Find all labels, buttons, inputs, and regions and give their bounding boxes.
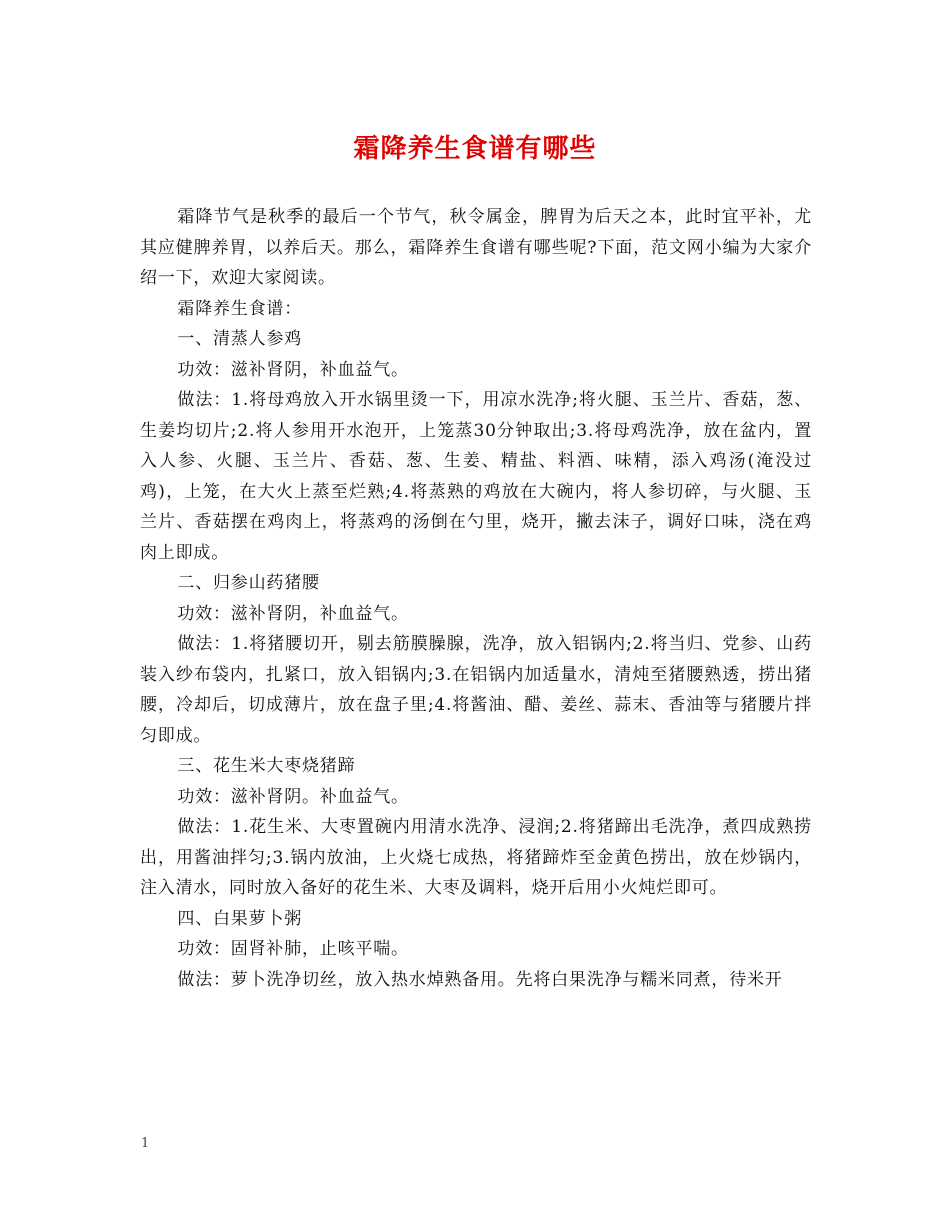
recipe-4-method: 做法：萝卜洗净切丝，放入热水焯熟备用。先将白果洗净与糯米同煮，待米开 (177, 969, 783, 990)
recipe-4-effect: 功效：固肾补肺，止咳平喘。 (177, 939, 409, 959)
recipe-4-title: 四、白果萝卜粥 (177, 908, 302, 929)
recipe-1-method: 做法：1.将母鸡放入开水锅里烫一下，用凉水洗净;将火腿、玉兰片、香菇，葱、生姜均切片;2.将人参用开水泡开，上笼蒸30分钟取出;3.将母鸡洗净，放在盆内，置入人参、火腿、玉兰片、香菇、葱、生姜、精盐、料酒、味精，添入鸡汤(淹没过鸡)，上笼，在大火上蒸至烂熟;4.将蒸熟的鸡放在大碗内，将人参切碎，与火腿、玉兰片、香菇摆在鸡肉上，将蒸鸡的汤倒在勺里，烧开，撇去沫子，调好口味，浇在鸡肉上即成。 (140, 390, 812, 563)
recipe-2-title: 二、归参山药猪腰 (177, 573, 320, 593)
intro-paragraph: 霜降节气是秋季的最后一个节气，秋令属金，脾胃为后天之本，此时宜平补，尤其应健脾养胃，以养后天。那么，霜降养生食谱有哪些呢?下面，范文网小编为大家介绍一下，欢迎大家阅读。 (140, 207, 812, 288)
recipe-3-title: 三、花生米大枣烧猪蹄 (177, 756, 356, 776)
recipe-2-effect: 功效：滋补肾阴，补血益气。 (177, 603, 409, 624)
article-body (140, 202, 812, 995)
recipe-3-method: 做法：1.花生米、大枣置碗内用清水洗净、浸润;2.将猪蹄出毛洗净，煮四成熟捞出，用酱油拌匀;3.锅内放油，上火烧七成热，将猪蹄炸至金黄色捞出，放在炒锅内，注入清水，同时放入备好的花生米、大枣及调料，烧开后用小火炖烂即可。 (140, 817, 812, 898)
recipe-3-effect: 功效：滋补肾阴。补血益气。 (177, 786, 409, 807)
page-number: 1 (141, 1136, 150, 1151)
recipe-1-title: 一、清蒸人参鸡 (177, 329, 302, 349)
recipe-1-effect: 功效：滋补肾阴，补血益气。 (177, 359, 409, 380)
recipes-heading: 霜降养生食谱： (177, 298, 302, 319)
page-title: 霜降养生食谱有哪些 (353, 134, 597, 164)
recipe-2-method: 做法：1.将猪腰切开，剔去筋膜臊腺，洗净，放入铝锅内;2.将当归、党参、山药装入纱布袋内，扎紧口，放入铝锅内;3.在铝锅内加适量水，清炖至猪腰熟透，捞出猪腰，冷却后，切成薄片，放在盘子里;4.将酱油、醋、姜丝、蒜末、香油等与猪腰片拌匀即成。 (140, 634, 812, 746)
